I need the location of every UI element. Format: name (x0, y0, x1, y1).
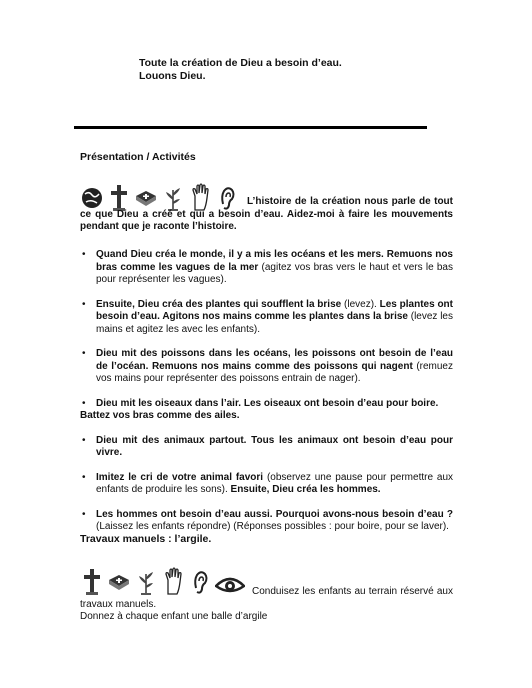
intro-paragraph: L’histoire de la création nous parle de tout ce que Dieu a créé et qui a besoin d’eau. Aidez-moi à faire les mouvements pendant que je raconte l’histoire. (80, 196, 453, 232)
list-item-continuation (80, 410, 453, 423)
item-normal-text: (remuez vos mains pour représenter des poissons entrain de nager). (96, 360, 453, 384)
birds-followup-text: Battez vos bras comme des ailes. (80, 410, 240, 421)
list-item: • Quand Dieu créa le monde, il y a mis les océans et les mers. Remuons nos bras comme les vagues de la mer (agitez vos bras vers le haut et vers le bas pour représenter les vagues). (82, 249, 453, 285)
item-bold-text: Ensuite, Dieu créa des plantes qui soufflent la brise (96, 298, 342, 310)
item-bold-text: Les hommes ont besoin d’eau aussi. Pourquoi avons-nous besoin d’eau ? (96, 508, 453, 520)
item-bold-text: Imitez le cri de votre animal favori (96, 471, 264, 483)
item-bold-text: Dieu mit des animaux partout. Tous les animaux ont besoin d’eau pour vivre. (96, 434, 453, 458)
list-item: • Dieu mit les oiseaux dans l’air. Les oiseaux ont besoin d’eau pour boire. (82, 397, 439, 409)
horizontal-rule (74, 126, 427, 129)
item-normal-text-2: (levez les mains et agitez les avec les enfants). (96, 311, 453, 335)
item-bold-text: Quand Dieu créa le monde, il y a mis les océans et les mers. Remuons nos bras comme les vagues de la mer (96, 249, 453, 273)
activity-list (80, 249, 453, 546)
title-line-2: Louons Dieu. (139, 70, 206, 82)
crafts-instruction-2: Donnez à chaque enfant une balle d’argile (80, 611, 268, 622)
item-normal-text: (observez une pause pour permettre aux enfants de produire les sons). (96, 471, 453, 495)
list-item: • Dieu mit des poissons dans les océans, les poissons ont besoin de l’eau de l’océan. Remuons nos mains comme des poissons qui nagent (remuez vos mains pour représenter des poissons entrain de nager). (82, 348, 453, 384)
item-normal-text: (Laissez les enfants répondre) (Réponses possibles : pour boire, pour se laver). (96, 521, 449, 532)
list-item: • Dieu mit des animaux partout. Tous les animaux ont besoin d’eau pour vivre. (82, 434, 453, 458)
page-title (139, 57, 342, 83)
title-line-1: Toute la création de Dieu a besoin d’eau. (139, 57, 342, 69)
intro-text (80, 196, 453, 234)
section-heading-crafts: Travaux manuels : l’argile. (80, 533, 212, 545)
crafts-instruction-1: Conduisez les enfants au terrain réservé aux travaux manuels. (80, 586, 453, 610)
list-item: • Ensuite, Dieu créa des plantes qui soufflent la brise (levez). Les plantes ont besoin d’eau. Agitons nos mains comme les plantes dans la brise (levez les mains et agitez les avec les enfants). (82, 298, 453, 335)
item-bold-text: Dieu mit les oiseaux dans l’air. Les oiseaux ont besoin d’eau pour boire. (96, 397, 439, 409)
list-item: • Les hommes ont besoin d’eau aussi. Pourquoi avons-nous besoin d’eau ? (Laissez les enfants répondre) (Réponses possibles : pour boire, pour se laver). (82, 508, 453, 532)
section-heading-presentation: Présentation / Activités (80, 151, 196, 163)
item-bold-text: Dieu mit des poissons dans les océans, les poissons ont besoin de l’eau de l’océan. Remuons nos mains comme des poissons qui nagent (96, 348, 453, 372)
item-bold-text-2: Les plantes ont besoin d’eau. Agitons nos mains comme les plantes dans la brise (96, 298, 453, 322)
item-normal-text: (agitez vos bras vers le haut et vers le bas pour représenter les vagues). (96, 261, 453, 285)
crafts-text (80, 586, 453, 624)
list-item: • Imitez le cri de votre animal favori (observez une pause pour permettre aux enfants de produire les sons). Ensuite, Dieu créa les hommes. (82, 471, 453, 495)
item-bold-text-2: Ensuite, Dieu créa les hommes. (230, 484, 381, 495)
item-normal-text: (levez). (341, 298, 380, 310)
